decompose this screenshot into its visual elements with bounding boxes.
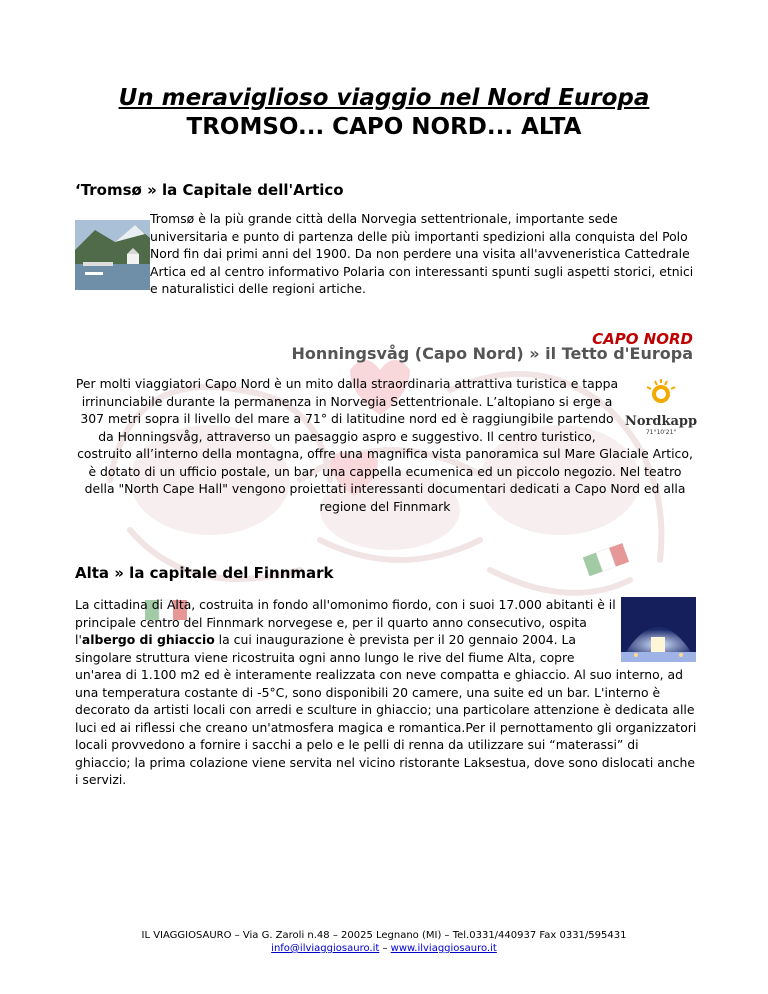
paragraph-tromso: Tromsø è la più grande città della Norvegia settentrionale, importante sede universitaria e punto di partenza delle più importanti spedizioni alla conquista del Polo Nord fin dai primi anni del 1900. Da non perdere una visita all'avveneristica Cattedrale Artica ed al centro informativo Polaria con interessanti spunti sugli aspetti storici, etnici e naturalistici delle regioni artiche. [150,211,694,296]
footer [0,929,768,955]
paragraph-capo-nord-text: Per molti viaggiatori Capo Nord è un mito dalla straordinaria attrattiva turistica e tappa irrinunciabile durante la permanenza in Norvegia Settentrionale. L’altopiano si erge a 307 metri sopra il livello del mare a 71° di latitudine nord ed è raggiungibile partendo da Honningsvåg, attraverso un paesaggio aspro e suggestivo. Il centro turistico, costruito all’interno della montagna, offre una magnifica vista panoramica sul Mare Glaciale Artico, è dotato di un ufficio postale, un bar, una cappella ecumenica ed un piccolo negozio. Nel teatro della "North Cape Hall" vengono proiettati interessanti documentari dedicati a Capo Nord ed alla regione del Finnmark [75,376,693,514]
sun-icon [625,377,697,411]
heading-capo-nord-label: CAPO NORD [592,330,693,348]
heading-alta: Alta » la capitale del Finnmark [75,564,334,582]
page-subtitle: TROMSO... CAPO NORD... ALTA [186,114,582,140]
paragraph-alta-text-2: la cui inaugurazione è prevista per il 20 gennaio 2004. La singolare struttura viene ricostruita ogni anno lungo le rive del fiume Alta, copre un'area di 1.100 m2 ed è interamente realizzata con neve compatta e ghiaccio. Al suo interno, ad una temperatura costante di -5°C, sono disponibili 20 camere, una suite ed un bar. L'interno è decorato da artisti locali con arredi e sculture in ghiaccio; una particolare attenzione è dedicata alle luci ed ai riflessi che creano un'atmosfera magica e romantica.Per il pernottamento gli organizzatori locali provvedono a fornire i sacchi a pelo e le pelli di renna da utilizzare sui “materassi” di ghiaccio; la prima colazione viene servita nel vicino ristorante Laksestua, dove sono dislocati anche i servizi. [75,632,697,787]
page-title: Un meraviglioso viaggio nel Nord Europa [118,85,650,111]
ice-hotel-emphasis: albergo di ghiaccio [81,632,215,647]
title-block [0,84,768,142]
heading-capo-nord: Honningsvåg (Capo Nord) » il Tetto d'Europa [291,344,693,363]
heading-tromso: ‘Tromsø » la Capitale dell'Artico [75,181,344,199]
paragraph-alta [75,596,697,789]
paragraph-capo-nord [74,375,696,515]
nordkapp-logo-coords: 71°10'21" [645,429,677,436]
tromso-photo [75,220,150,290]
footer-address: IL VIAGGIOSAURO – Via G. Zaroli n.48 – 20025 Legnano (MI) – Tel.0331/440937 Fax 0331/595431 [141,930,627,941]
footer-email-link[interactable]: info@ilviaggiosauro.it [271,943,380,954]
flag-right-icon [583,543,629,576]
nordkapp-logo [625,377,697,435]
ice-hotel-photo [621,597,696,662]
footer-website-link[interactable]: www.ilviaggiosauro.it [390,943,497,954]
footer-separator: – [379,943,391,954]
paragraph-alta-text-1: La cittadina di Alta, costruita in fondo all'omonimo fiordo, con i suoi 17.000 abitanti è il principale centro del Finnmark norvegese e, per il quarto anno consecutivo, ospita l' [75,597,616,647]
footer-links [0,942,768,955]
nordkapp-logo-text: Nordkapp [625,414,698,429]
